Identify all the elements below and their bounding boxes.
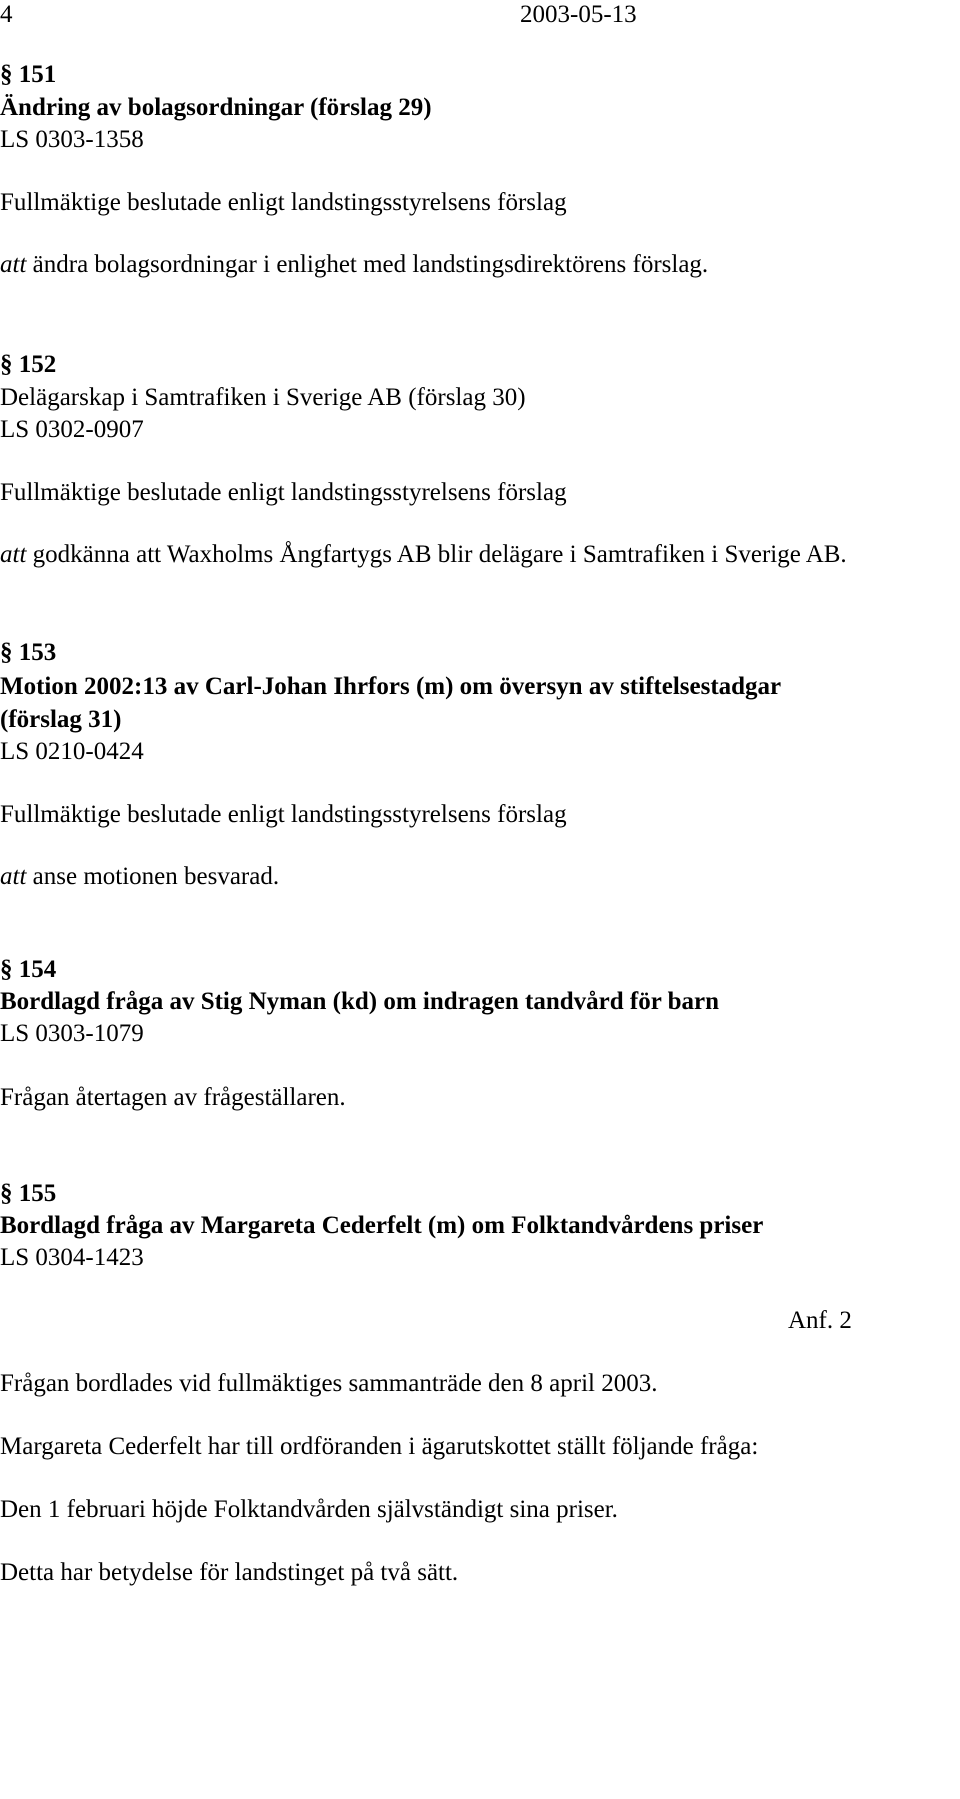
case-reference: LS 0303-1079 [0, 1020, 144, 1047]
case-reference: LS 0302-0907 [0, 416, 144, 443]
section-title: Ändring av bolagsordningar (förslag 29) [0, 94, 432, 121]
section-title: Delägarskap i Samtrafiken i Sverige AB (förslag 30) [0, 384, 526, 411]
section-title-line-2: (förslag 31) [0, 706, 122, 733]
att-text: godkänna att Waxholms Ångfartygs AB blir delägare i Samtrafiken i Sverige AB. [32, 541, 847, 568]
att-clause [0, 862, 279, 892]
decision-text: Frågan återtagen av frågeställaren. [0, 1084, 346, 1111]
section-number: § 151 [0, 61, 57, 88]
paragraph: Den 1 februari höjde Folktandvården självständigt sina priser. [0, 1496, 618, 1523]
section-title: Bordlagd fråga av Margareta Cederfelt (m) om Folktandvårdens priser [0, 1212, 764, 1239]
page-number: 4 [0, 1, 13, 28]
section-number: § 152 [0, 351, 57, 378]
paragraph: Margareta Cederfelt har till ordföranden i ägarutskottet ställt följande fråga: [0, 1433, 759, 1460]
att-word: att [0, 863, 27, 890]
att-word: att [0, 541, 27, 568]
att-text: ändra bolagsordningar i enlighet med landstingsdirektörens förslag. [32, 251, 709, 278]
att-clause [0, 540, 847, 570]
section-title-line-1: Motion 2002:13 av Carl-Johan Ihrfors (m) om översyn av stiftelsestadgar [0, 673, 782, 700]
paragraph: Frågan bordlades vid fullmäktiges sammanträde den 8 april 2003. [0, 1370, 658, 1397]
paragraph: Detta har betydelse för landstinget på två sätt. [0, 1559, 459, 1586]
att-clause [0, 250, 708, 280]
section-number: § 155 [0, 1180, 57, 1207]
att-text: anse motionen besvarad. [32, 863, 280, 890]
att-word: att [0, 251, 27, 278]
document-date: 2003-05-13 [520, 1, 637, 28]
decision-text: Fullmäktige beslutade enligt landstingsstyrelsens förslag [0, 479, 567, 506]
section-number: § 154 [0, 956, 57, 983]
case-reference: LS 0303-1358 [0, 126, 144, 153]
case-reference: LS 0304-1423 [0, 1244, 144, 1271]
decision-text: Fullmäktige beslutade enligt landstingsstyrelsens förslag [0, 801, 567, 828]
case-reference: LS 0210-0424 [0, 738, 144, 765]
annex-reference: Anf. 2 [788, 1307, 852, 1334]
section-number: § 153 [0, 639, 57, 666]
section-title: Bordlagd fråga av Stig Nyman (kd) om indragen tandvård för barn [0, 988, 720, 1015]
decision-text: Fullmäktige beslutade enligt landstingsstyrelsens förslag [0, 189, 567, 216]
